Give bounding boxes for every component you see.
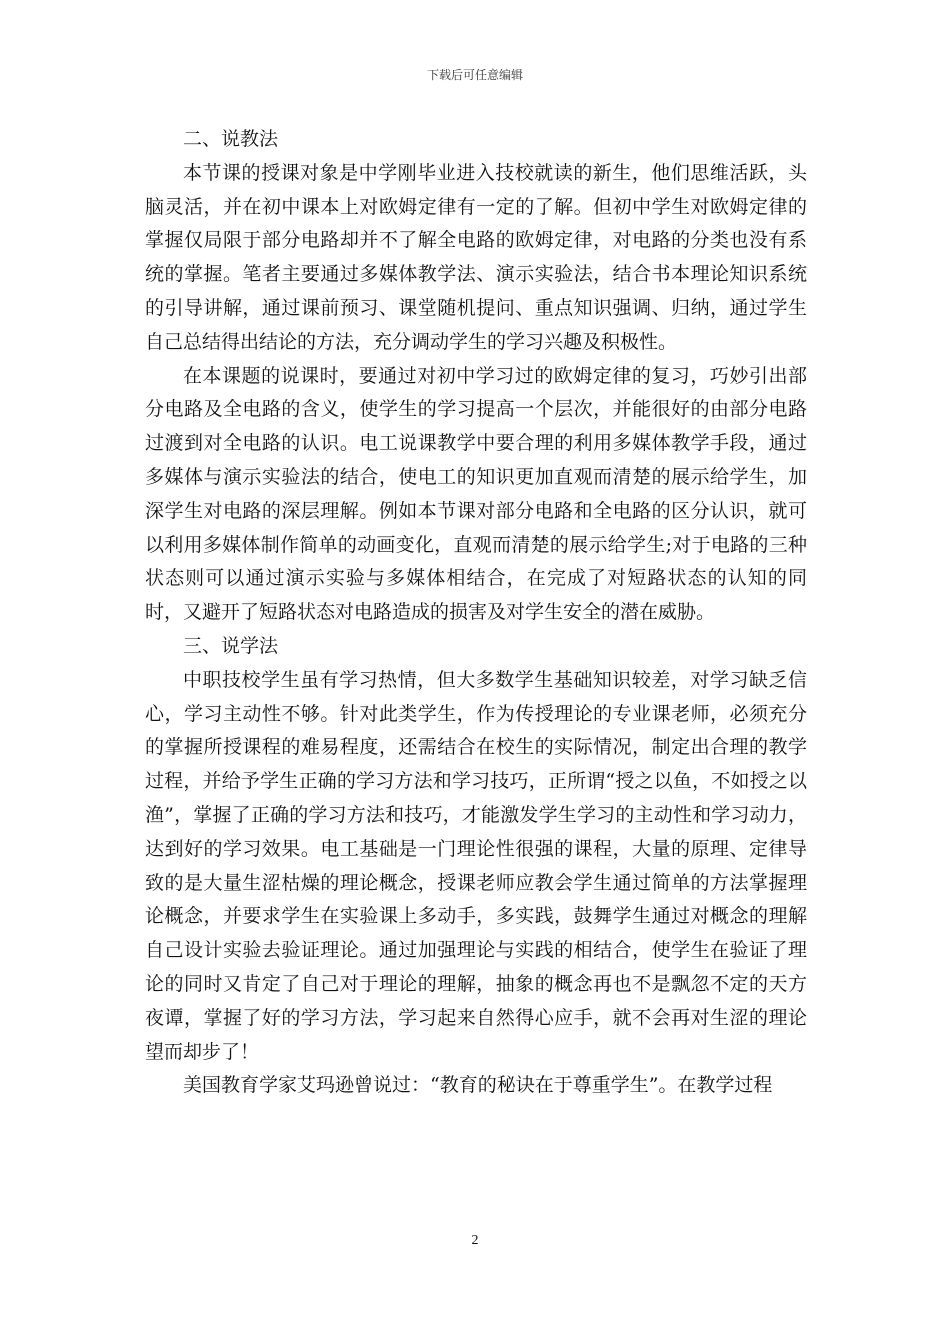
- section-heading-teaching-method: 二、说教法: [183, 128, 279, 150]
- document-body: [145, 123, 807, 1103]
- page-header: 下载后可任意编辑: [426, 68, 523, 82]
- section-heading-learning-method: 三、说学法: [183, 634, 279, 657]
- paragraph: 本节课的授课对象是中学刚毕业进入技校就读的新生，他们思维活跃，头脑灵活，并在初中课本上对欧姆定律有一定的了解。但初中学生对欧姆定律的掌握仅局限于部分电路却并不了解全电路的欧姆定律，对电路的分类也没有系统的掌握。笔者主要通过多媒体教学法、演示实验法，结合书本理论知识系统的引导讲解，通过课前预习、课堂随机提问、重点知识强调、归纳，通过学生自己总结得出结论的方法，充分调动学生的学习兴趣及积极性。: [145, 161, 807, 353]
- page-number: 2: [471, 1233, 479, 1248]
- paragraph: 美国教育学家艾玛逊曾说过：“教育的秘诀在于尊重学生”。在教学过程: [183, 1074, 773, 1097]
- paragraph: 在本课题的说课时，要通过对初中学习过的欧姆定律的复习，巧妙引出部分电路及全电路的含义，使学生的学习提高一个层次，并能很好的由部分电路过渡到对全电路的认识。电工说课教学中要合理的利用多媒体教学手段，通过多媒体与演示实验法的结合，使电工的知识更加直观而清楚的展示给学生，加深学生对电路的深层理解。例如本节课对部分电路和全电路的区分认识，就可以利用多媒体制作简单的动画变化，直观而清楚的展示给学生;对于电路的三种状态则可以通过演示实验与多媒体相结合，在完成了对短路状态的认知的同时，又避开了短路状态对电路造成的损害及对学生安全的潜在威胁。: [145, 364, 807, 624]
- paragraph: 中职技校学生虽有学习热情，但大多数学生基础知识较差，对学习缺乏信心，学习主动性不够。针对此类学生，作为传授理论的专业课老师，必须充分的掌握所授课程的难易程度，还需结合在校生的实际情况，制定出合理的教学过程，并给予学生正确的学习方法和学习技巧，正所谓“授之以鱼，不如授之以渔”，掌握了正确的学习方法和技巧，才能激发学生学习的主动性和学习动力，达到好的学习效果。电工基础是一门理论性很强的课程，大量的原理、定律导致的是大量生涩枯燥的理论概念，授课老师应教会学生通过简单的方法掌握理论概念，并要求学生在实验课上多动手，多实践，鼓舞学生通过对概念的理解自己设计实验去验证理论。通过加强理论与实践的相结合，使学生在验证了理论的同时又肯定了自己对于理论的理解，抽象的概念再也不是飘忽不定的天方夜谭，掌握了好的学习方法，学习起来自然得心应手，就不会再对生涩的理论望而却步了！: [145, 668, 807, 1063]
